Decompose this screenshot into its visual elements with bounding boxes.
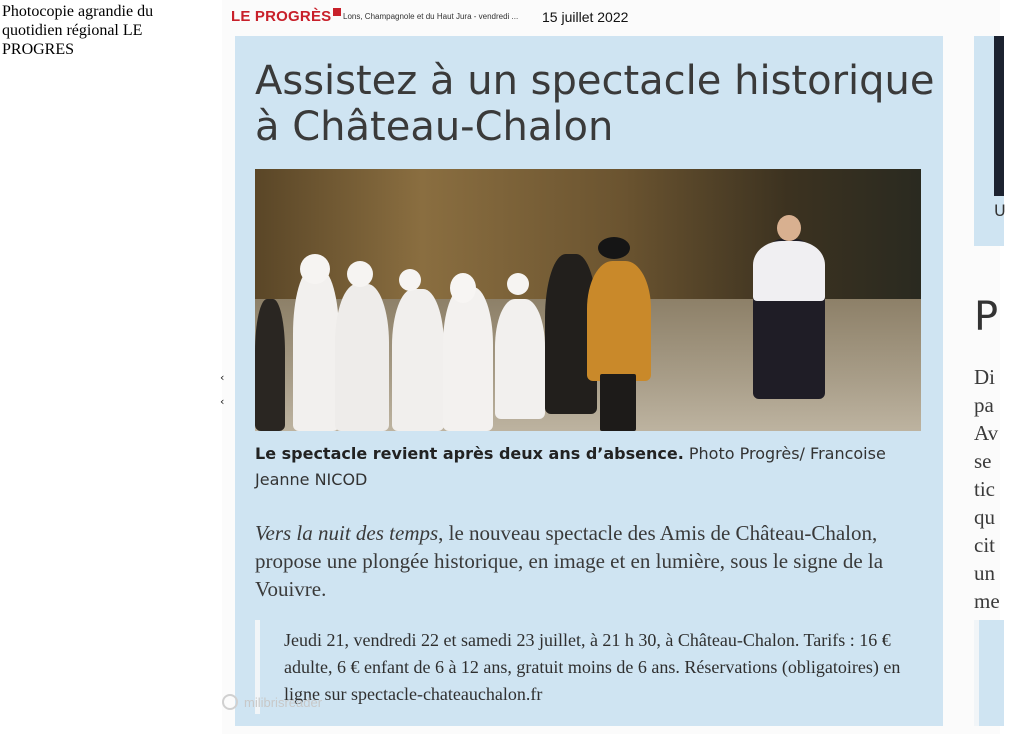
adjacent-letter: U [994, 201, 1006, 220]
collapse-chevron-icon[interactable]: ‹ ‹ [220, 371, 225, 408]
adjacent-info-box [974, 620, 1004, 726]
article-card [235, 36, 943, 726]
brand-mark-icon [333, 8, 341, 16]
adjacent-photo [994, 36, 1004, 196]
performer-hood [300, 254, 330, 284]
reader-logo-icon [222, 694, 238, 710]
newspaper-logo [231, 8, 341, 25]
article-lead [255, 519, 935, 603]
adjacent-article-column [974, 36, 1014, 726]
performer-figure [392, 289, 444, 431]
watermark-text: milibrisreader [244, 695, 323, 710]
lead-text: , le nouveau spectacle des Amis de Château-Chalon, propose une plongée historique, en image et en lumière, sous le signe de la Vouivre. [255, 521, 884, 601]
practical-info-text: Jeudi 21, vendredi 22 et samedi 23 juillet, à 21 h 30, à Château-Chalon. Tarifs : 16 € adulte, 6 € enfant de 6 à 12 ans, gratuit moins de 6 ans. Réservations (obligatoires) en ligne sur spectacle-chateauchalon.fr [284, 630, 901, 704]
adjacent-photo-card [974, 36, 1004, 246]
performer-figure [335, 284, 389, 431]
performer-hood [347, 261, 373, 287]
newspaper-header [222, 0, 1000, 34]
article-headline: Assistez à un spectacle historique à Château-Chalon [255, 58, 935, 150]
photo-credit: Photo Progrès/ Francoise Jeanne NICOD [255, 444, 886, 489]
reader-watermark [222, 694, 322, 710]
show-title: Vers la nuit des temps [255, 521, 439, 545]
performer-figure [587, 261, 651, 381]
issue-date: 15 juillet 2022 [542, 9, 629, 25]
practical-info-box [255, 620, 935, 714]
performer-hood [450, 273, 476, 303]
adjacent-info-bar [974, 620, 979, 726]
scan-note: Photocopie agrandie du quotidien régional LE PROGRES [2, 3, 154, 58]
newspaper-scan [220, 0, 1006, 734]
performer-head [777, 215, 801, 241]
performer-figure [443, 287, 493, 431]
performer-hat [598, 237, 630, 259]
adjacent-text-fragments: Di pa Av se tic qu cit un me [974, 365, 1000, 613]
performer-figure [753, 241, 825, 301]
brand-name: LE PROGRÈS [231, 8, 332, 25]
photo-caption [255, 441, 925, 493]
photo-caption-title: Le spectacle revient après deux ans d’absence. [255, 444, 684, 463]
article-photo [255, 169, 921, 431]
performer-hood [399, 269, 421, 291]
performer-figure [255, 299, 285, 431]
performer-figure [293, 269, 339, 431]
performer-figure [495, 299, 545, 419]
performer-hood [507, 273, 529, 295]
edition-label: Lons, Champagnole et du Haut Jura - vendredi ... [343, 12, 519, 21]
adjacent-headline-fragment: P [974, 294, 999, 340]
performer-figure [600, 374, 636, 431]
